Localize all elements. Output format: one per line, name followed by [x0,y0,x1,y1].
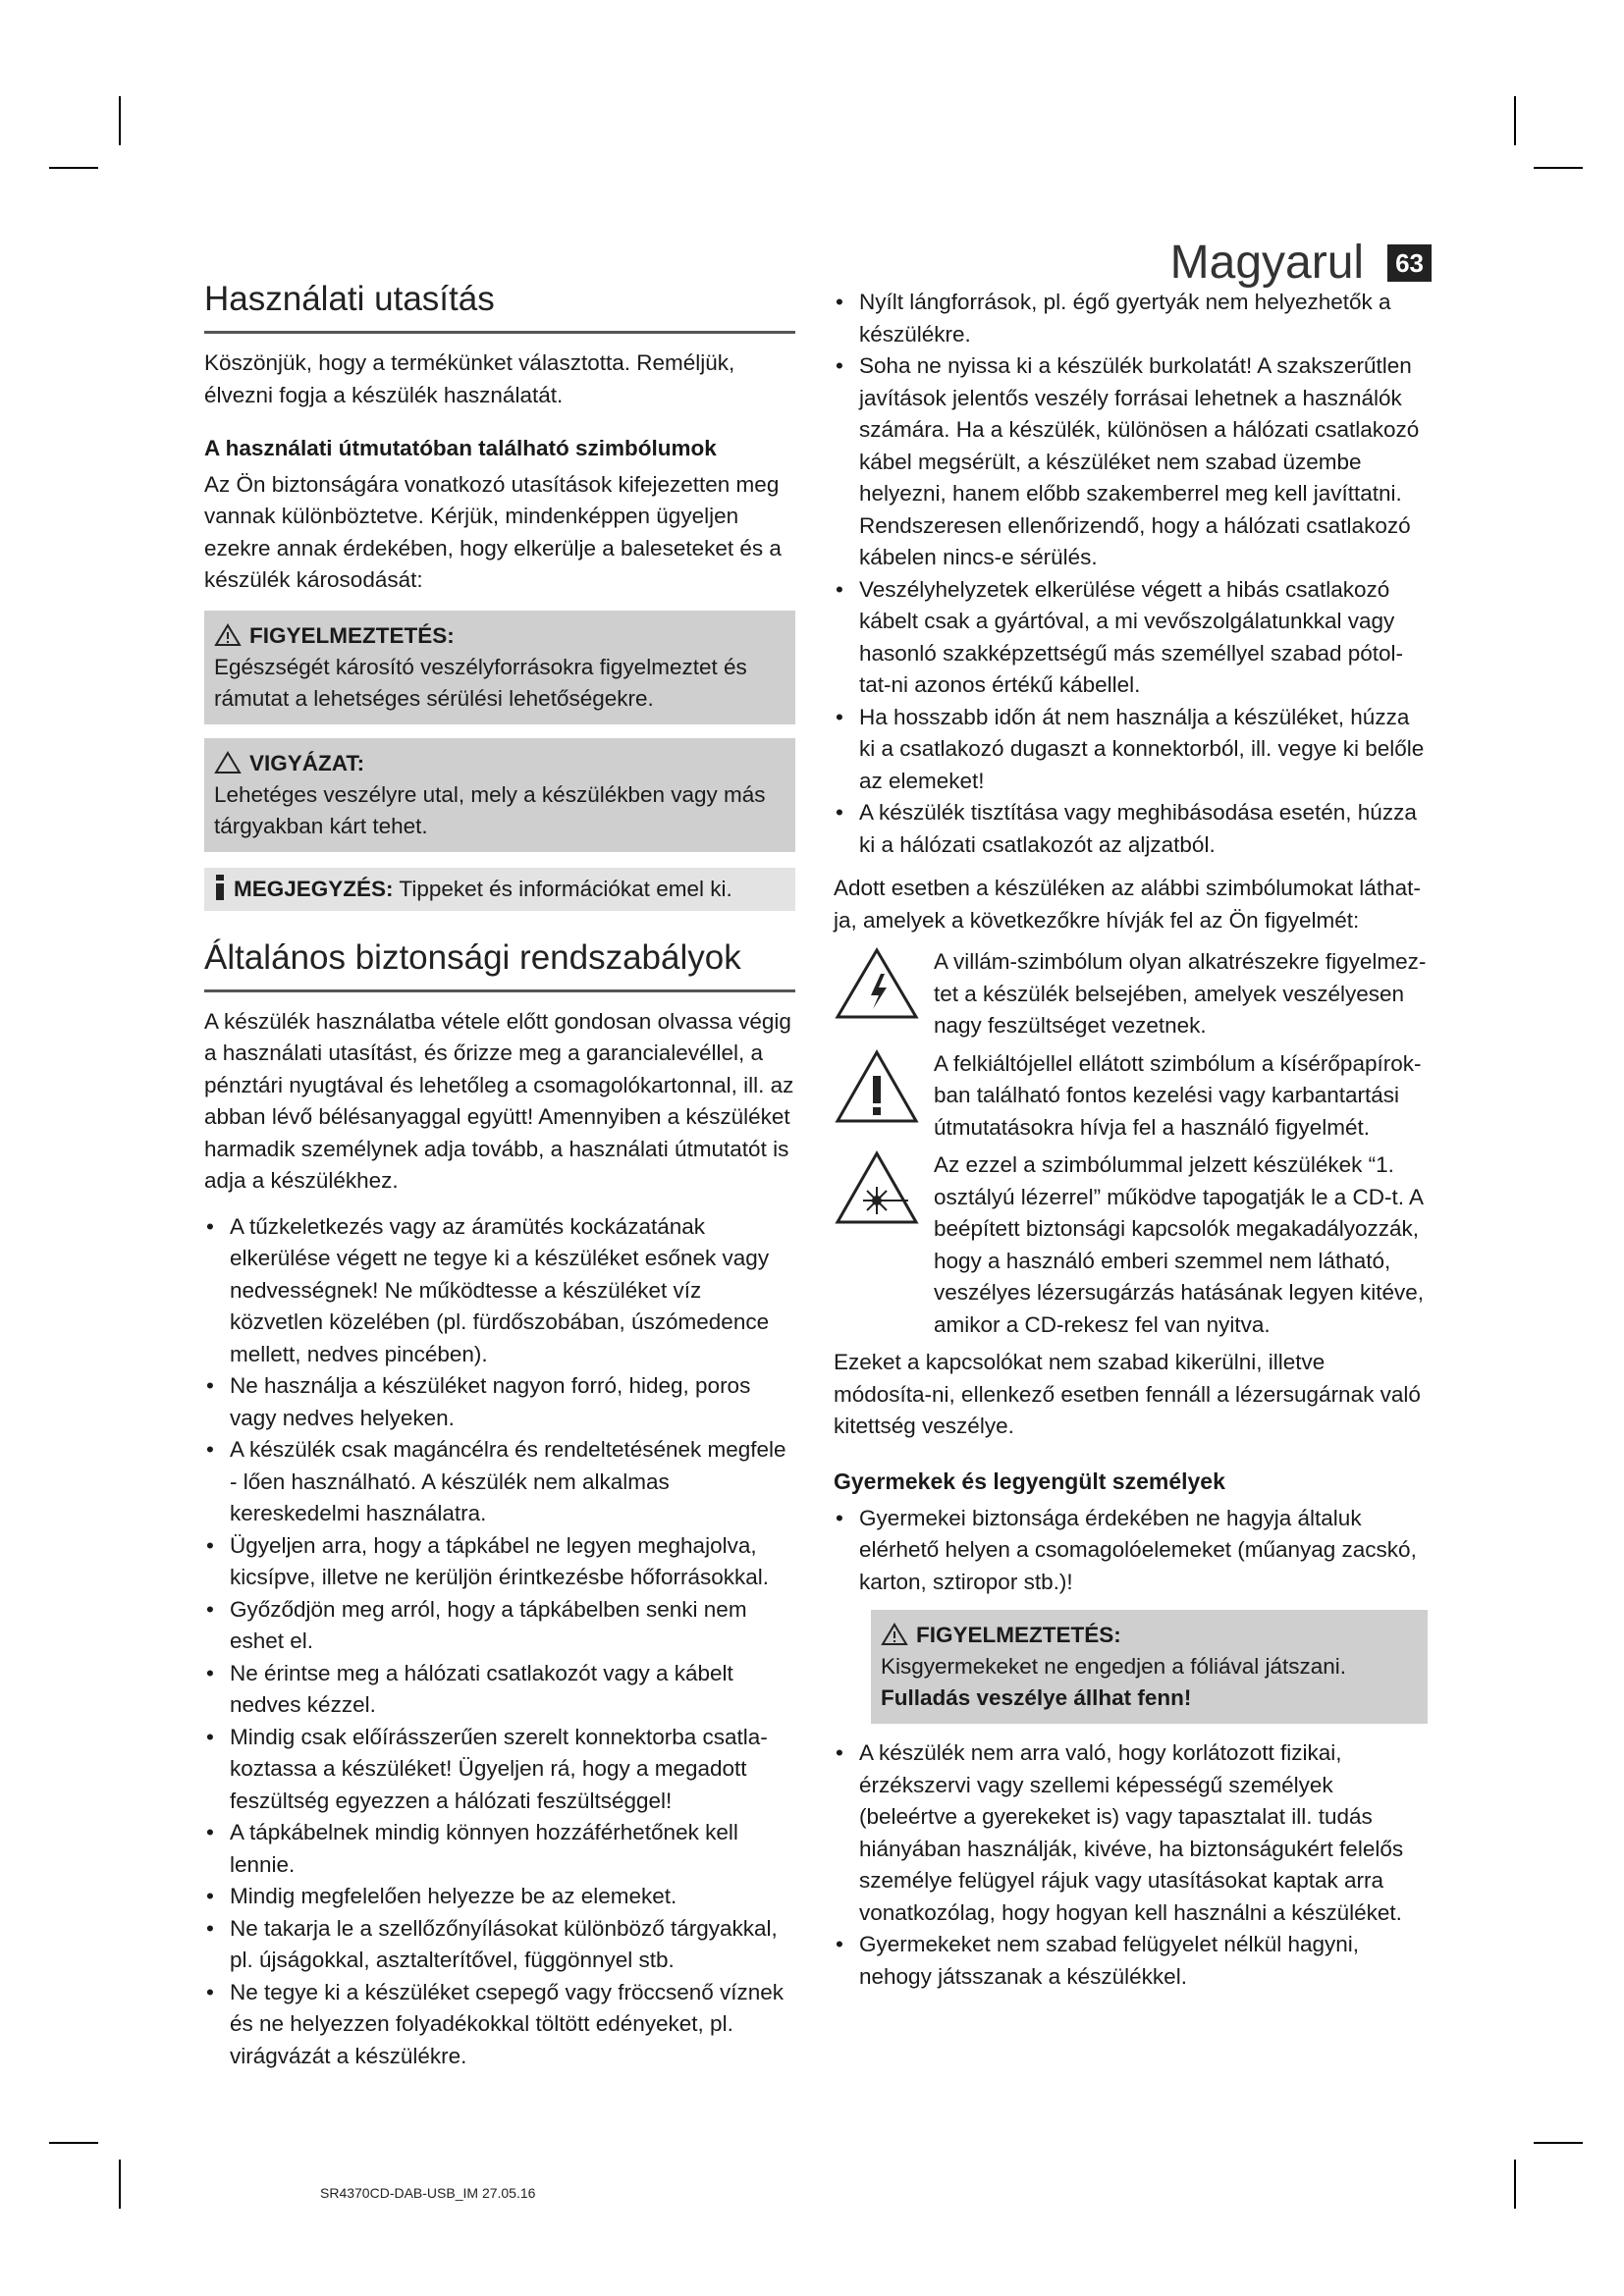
list-item: • Gyermekeket nem szabad felügyelet nélkül hagyni, nehogy játsszanak a készülékkel. [834,1929,1428,1993]
left-column [204,280,795,2072]
list-item: • Ne takarja le a szellőzőnyílásokat különböző tárgyakkal, pl. újságokkal, asztalterítővel, függönnyel stb. [204,1913,795,1977]
caution-heading [214,748,789,779]
list-item: • Ügyeljen arra, hogy a tápkábel ne legyen meghajolva, kicsípve, illetve ne kerüljön érintkezésbe hőforrásokkal. [204,1530,795,1594]
crop-mark [49,167,98,169]
list-item: • Ne érintse meg a hálózati csatlakozót vagy a kábelt nedves kézzel. [204,1658,795,1722]
laser-note: Ezeket a kapcsolókat nem szabad kikerülni, illetve módosíta-ni, ellenkező esetben fennáll a lézersugárnak való kitettség veszélye. [834,1350,1421,1438]
crop-mark [49,2142,98,2144]
list-item: • A készülék csak magáncélra és rendeltetésének megfele - lően használható. A készülék nem alkalmas kereskedelmi használatra. [204,1434,795,1530]
list-item: • Mindig csak előírásszerűen szerelt konnektorba csatla-koztassa a készüléket! Ügyeljen rá, hogy a megadott feszültség egyezzen a hálózati feszültséggel! [204,1722,795,1818]
children-list-2 [834,1737,1428,1993]
symbol-exclamation [834,1048,1428,1145]
footer-code: SR4370CD-DAB-USB_IM 27.05.16 [320,2185,536,2201]
safety-list-continued [834,287,1428,861]
symbol-lightning [834,946,1428,1042]
children-list [834,1503,1428,1599]
list-item: • Ne tegye ki a készüléket csepegő vagy fröccsenő víznek és ne helyezzen folyadékokkal töltött edényeket, pl. virágvázát a készülékre. [204,1977,795,2073]
section-title-usage: Használati utasítás [204,280,795,334]
list-item: • Mindig megfelelően helyezze be az elemeket. [204,1881,795,1913]
list-item: • Nyílt lángforrások, pl. égő gyertyák nem helyezhetők a készülékre. [834,287,1428,350]
safety-list [204,1211,795,2073]
child-warning-heading [881,1620,1422,1651]
lightning-warning-icon [834,946,920,1021]
symbol-laser [834,1149,1428,1341]
list-item: • Gyermekei biztonsága érdekében ne hagyja általuk elérhető helyen a csomagolóelemeket (műanyag zacskó, karton, sztiropor stb.)! [834,1503,1428,1599]
crop-mark [1534,2142,1583,2144]
warning-text: Egészségét károsító veszélyforrásokra figyelmeztet és rámutat a lehetséges sérülési lehetőségekre. [214,654,747,711]
symbols-text: Az Ön biztonságára vonatkozó utasítások kifejezetten meg vannak különböztetve. Kérjük, mindenképpen ügyeljen ezekre annak érdekében, hogy elkerülje a baleseteket és a készülék károsodását: [204,471,782,592]
caution-triangle-icon [214,751,242,774]
crop-mark [1534,167,1583,169]
list-item: • A tűzkeletkezés vagy az áramütés kockázatának elkerülése végett ne tegye ki a készüléket esőnek vagy nedvességnek! Ne működtesse a készüléket víz közvetlen közelében (pl. fürdőszobában, úszómedence mellett, nedves pincében). [204,1211,795,1371]
note-text: Tippeket és információkat emel ki. [399,876,732,901]
list-item: • Ha hosszabb időn át nem használja a készüléket, húzza ki a csatlakozó dugaszt a konnektorból, ill. vegye ki belőle az elemeket! [834,702,1428,798]
list-item: • Győződjön meg arról, hogy a tápkábelben senki nem eshet el. [204,1594,795,1658]
symbols-heading: A használati útmutatóban található szimbólumok [204,436,717,460]
language-title: Magyarul [1169,237,1365,289]
exclamation-text: A felkiáltójellel ellátott szimbólum a kísérőpapírok-ban található fontos kezelési vagy karbantartási útmutatásokra hívja fel a használó figyelmét. [934,1050,1422,1140]
warning-box [204,611,795,724]
crop-mark [1514,2160,1516,2209]
list-item: • A tápkábelnek mindig könnyen hozzáférhetőnek kell lennie. [204,1817,795,1881]
list-item: • Ne használja a készüléket nagyon forró, hideg, poros vagy nedves helyeken. [204,1370,795,1434]
page-number: 63 [1387,244,1432,282]
intro-text: Köszönjük, hogy a termékünket választotta. Reméljük, élvezni fogja a készülék használatát. [204,350,735,407]
laser-text: Az ezzel a szimbólummal jelzett készülékek “1. osztályú lézerrel” működve tapogatják le a CD-t. A beépített biztonsági kapcsolók megakadályozzák, hogy a használó emberi szemmel nem látható, veszélyes lézersugárzás hatásának legyen kitéve, amikor a CD-rekesz fel van nyitva. [934,1152,1425,1337]
caution-text: Lehetéges veszélyre utal, mely a készülékben vagy más tárgyakban kárt tehet. [214,781,766,838]
lightning-text: A villám-szimbólum olyan alkatrészekre figyelmez-tet a készülék belsejében, amelyek veszélyesen nagy feszültséget vezetnek. [934,949,1427,1038]
child-warning-bold: Fulladás veszélye állhat fenn! [881,1685,1192,1710]
list-item: • Soha ne nyissa ki a készülék burkolatát! A szakszerűtlen javítások jelentős veszély forrásai lehetnek a használók számára. Ha a készülék, különösen a hálózati csatlakozó kábel megsérült, a készüléket nem szabad üzembe helyezni, hanem előbb szakemberrel meg kell javíttatni. Rendszeresen ellenőrizendő, hogy a hálózati csatlakozó kábelen nincs-e sérülés. [834,350,1428,574]
child-warning-text: Kisgyermekeket ne engedjen a fóliával játszani. [881,1654,1347,1679]
crop-mark [119,2160,121,2209]
child-warning-title: FIGYELMEZTETÉS: [916,1623,1121,1647]
caution-box [204,738,795,852]
section-title-safety: Általános biztonsági rendszabályok [204,938,795,992]
laser-warning-icon [834,1149,920,1228]
note-title: MEGJEGYZÉS: [234,876,394,901]
symbols-intro: Adott esetben a készüléken az alábbi szimbólumokat láthat-ja, amelyek a következőkre hívják fel az Ön figyelmét: [834,876,1421,933]
exclamation-warning-icon [834,1048,920,1127]
warning-triangle-icon [881,1623,908,1646]
warning-triangle-icon [214,623,242,647]
safety-intro: A készülék használatba vétele előtt gondosan olvassa végig a használati utasítást, és őrizze meg a garancialevéllel, a pénztári nyugtával és lehetőleg a csomagolókartonnal, ill. az abban lévő bélésanyaggal együtt! Amennyiben a készüléket harmadik személynek adja tovább, a használati útmutatót is adja a készülékhez. [204,1008,794,1193]
child-warning-box [871,1610,1428,1724]
right-column [834,287,1428,1993]
page-header [1170,236,1432,290]
crop-mark [1514,96,1516,145]
list-item: • A készülék nem arra való, hogy korlátozott fizikai, érzékszervi vagy szellemi képességű személyek (beleértve a gyerekeket is) vagy tapasztalat ill. tudás hiányában használják, kivéve, ha biztonságukért felelős személye felügyel rájuk vagy utasításokat kaptak arra vonatkozólag, hogy hogyan kell használni a készüléket. [834,1737,1428,1929]
list-item: • A készülék tisztítása vagy meghibásodása esetén, húzza ki a hálózati csatlakozót az aljzatból. [834,797,1428,861]
warning-title: FIGYELMEZTETÉS: [249,622,455,648]
children-heading: Gyermekek és legyengült személyek [834,1468,1225,1494]
note-box [204,868,795,911]
info-icon [214,875,226,900]
crop-mark [119,96,121,145]
caution-title: VIGYÁZAT: [249,750,365,775]
list-item: • Veszélyhelyzetek elkerülése végett a hibás csatlakozó kábelt csak a gyártóval, a mi vevőszolgálatunkkal vagy hasonló szakképzettségű más személlyel szabad pótol-tat-ni azonos értékű kábellel. [834,574,1428,702]
warning-heading [214,620,789,652]
